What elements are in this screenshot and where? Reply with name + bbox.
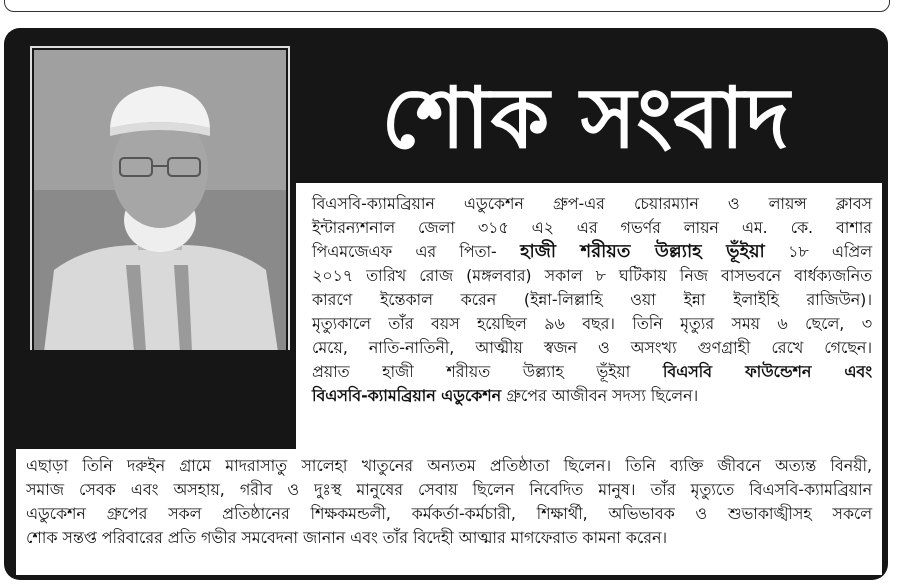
p2-line-4: শোক সন্তপ্ত পরিবারের প্রতি গভীর সমবেদনা জানান এবং তাঁর বিদেহী আত্মার মাগফেরাত কামনা করেন। xyxy=(26,528,668,547)
p1-line-1: বিএসবি-ক্যামব্রিয়ান এডুকেশন গ্রুপ-এর চেয়ারম্যান ও লায়ন্স ক্লাবস xyxy=(312,194,872,213)
p2-line-3: এডুকেশন গ্রুপের সকল প্রতিষ্ঠানের শিক্ষকমন্ডলী, কর্মকর্তা-কর্মচারী, শিক্ষার্থী, অভিভাবক ও শুভাকাঙ্খীসহ সকলে xyxy=(26,504,872,523)
p1-line-5: কারণে ইন্তেকাল করেন (ইন্না-লিল্লাহি ওয়া ইন্না ইলাইহি রাজিউন)। xyxy=(312,290,872,309)
p1-line-3-lead: পিএমজেএফ এর পিতা- xyxy=(312,242,521,261)
p1-line-2: ইন্টারন্যশনাল জেলা ৩১৫ এ২ এর গভর্ণর লায়ন এম. কে. বাশার xyxy=(312,218,872,237)
portrait-photo xyxy=(34,50,286,352)
top-strip xyxy=(4,0,890,12)
p2-line-2: সমাজ সেবক এবং অসহায়, গরীব ও দুঃস্থ মানুষের সেবায় ছিলেন নিবেদিত মানুষ। তাঁর মৃত্যুতে বিএসবি-ক্যামব্রিয়ান xyxy=(26,480,872,499)
p1-line-6: মৃত্যুকালে তাঁর বয়স হয়েছিল ৯৬ বছর। তিনি মৃত্যুর সময় ৬ ছেলে, ৩ xyxy=(312,314,872,333)
p1-line-8-lead: প্রয়াত হাজী শরীয়ত উল্ল্যাহ ভূঁইয়া xyxy=(312,362,663,381)
notice-paragraph-1 xyxy=(312,192,872,408)
org-name-2: বিএসবি-ক্যামব্রিয়ান এডুকেশন xyxy=(312,386,502,405)
p1-line-9 xyxy=(312,384,872,408)
p1-line-8 xyxy=(312,360,872,384)
p1-line-7: মেয়ে, নাতি-নাতিনী, আত্মীয় স্বজন ও অসংখ্য গুণগ্রাহী রেখে গেছেন। xyxy=(312,338,872,357)
p1-line-3-tail: ১৮ এপ্রিল xyxy=(764,242,872,261)
title-box xyxy=(297,52,875,185)
photo-wrap xyxy=(22,40,296,416)
p2-line-1: এছাড়া তিনি দরুইন গ্রামে মাদরাসাতু সালেহা খাতুনের অন্যতম প্রতিষ্ঠাতা ছিলেন। তিনি ব্যক্তি জীবনে অত্যন্ত বিনয়ী, xyxy=(26,456,872,475)
org-name-1: বিএসবি ফাউন্ডেশন এবং xyxy=(662,362,872,381)
p1-line-3 xyxy=(312,240,872,264)
deceased-name: হাজী শরীয়ত উল্ল্যাহ ভূঁইয়া xyxy=(520,241,765,262)
notice-title: শোক সংবাদ xyxy=(381,69,791,167)
notice-paragraph-2 xyxy=(26,454,872,550)
p1-line-9-tail: গ্রুপের আজীবন সদস্য ছিলেন। xyxy=(501,386,699,405)
p1-line-4: ২০১৭ তারিখ রোজ (মঙ্গলবার) সকাল ৮ ঘটিকায় নিজ বাসভবনে বার্ধক্যজনিত xyxy=(312,266,872,285)
photo-ribbon xyxy=(22,350,296,420)
